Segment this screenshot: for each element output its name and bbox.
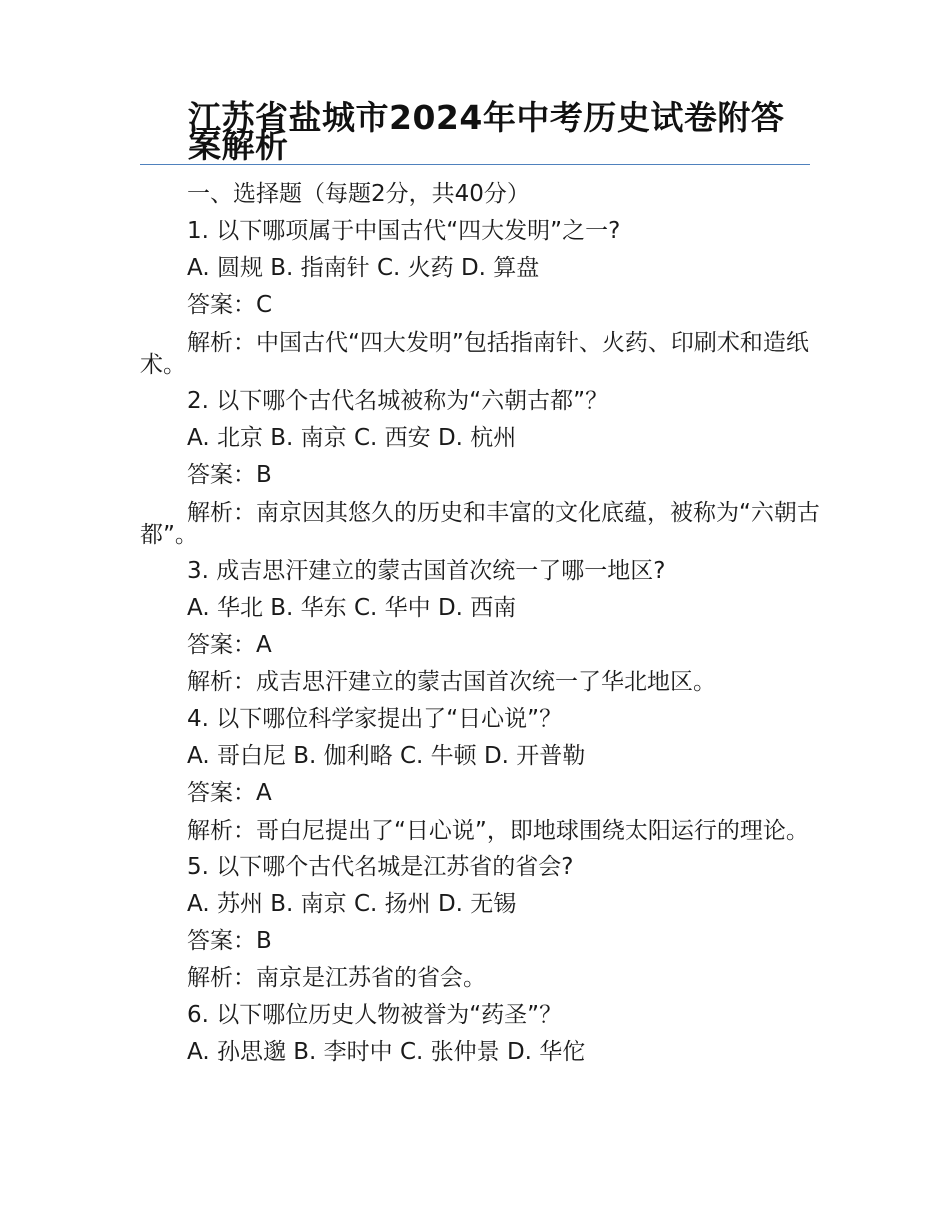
question-analysis: 解析：南京因其悠久的历史和丰富的文化底蕴，被称为“六朝古都”。	[140, 500, 820, 548]
question-analysis: 解析：哥白尼提出了“日心说”，即地球围绕太阳运行的理论。	[187, 818, 809, 844]
question-text: 4. 以下哪位科学家提出了“日心说”？	[187, 706, 563, 732]
question-text: 1. 以下哪项属于中国古代“四大发明”之一?	[187, 218, 621, 244]
question-text: 6. 以下哪位历史人物被誉为“药圣”？	[187, 1002, 563, 1028]
question-analysis: 解析：南京是江苏省的省会。	[187, 965, 486, 991]
question-options: A. 孙思邈 B. 李时中 C. 张仲景 D. 华佗	[187, 1039, 586, 1065]
question-text: 2. 以下哪个古代名城被称为“六朝古都”？	[187, 388, 609, 414]
question-block-5	[140, 849, 820, 997]
question-options: A. 圆规 B. 指南针 C. 火药 D. 算盘	[187, 255, 540, 281]
title-block	[140, 98, 810, 165]
question-block-4	[140, 701, 820, 849]
question-block-3	[140, 553, 820, 701]
question-answer: 答案：B	[187, 928, 272, 954]
question-options: A. 北京 B. 南京 C. 西安 D. 杭州	[187, 425, 517, 451]
question-options: A. 苏州 B. 南京 C. 扬州 D. 无锡	[187, 891, 517, 917]
exam-content	[140, 176, 820, 1071]
question-options: A. 华北 B. 华东 C. 华中 D. 西南	[187, 595, 517, 621]
question-answer: 答案：B	[187, 462, 272, 488]
question-text: 3. 成吉思汗建立的蒙古国首次统一了哪一地区?	[187, 558, 666, 584]
question-answer: 答案：A	[187, 780, 272, 806]
section-heading: 一、选择题（每题2分，共40分）	[187, 181, 530, 207]
question-options: A. 哥白尼 B. 伽利略 C. 牛顿 D. 开普勒	[187, 743, 586, 769]
question-analysis: 解析：中国古代“四大发明”包括指南针、火药、印刷术和造纸术。	[140, 330, 809, 378]
question-answer: 答案：A	[187, 632, 272, 658]
question-answer: 答案：C	[187, 292, 273, 318]
question-block-1	[140, 213, 820, 383]
question-text: 5. 以下哪个古代名城是江苏省的省会?	[187, 854, 574, 880]
question-analysis: 解析：成吉思汗建立的蒙古国首次统一了华北地区。	[187, 669, 716, 695]
question-block-2	[140, 383, 820, 553]
question-block-6	[140, 997, 820, 1071]
page-title: 江苏省盐城市2024年中考历史试卷附答案解析	[188, 98, 785, 165]
